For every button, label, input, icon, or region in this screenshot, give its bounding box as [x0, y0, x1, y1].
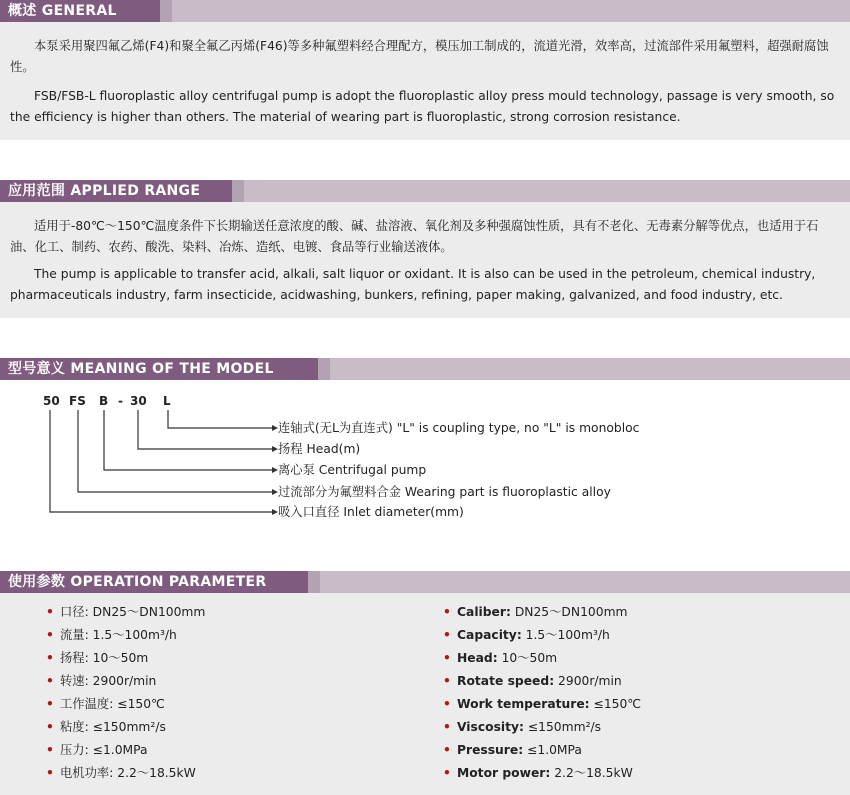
- param-right-item: • Caliber: DN25～DN100mm: [443, 605, 628, 619]
- applied-title: 应用范围 APPLIED RANGE: [0, 180, 232, 202]
- param-left-item: • 电机功率: 2.2～18.5kW: [46, 766, 196, 780]
- model-body: [0, 380, 850, 519]
- model-desc-inlet: 吸入口直径 Inlet diameter(mm): [278, 505, 464, 519]
- param-right-item: • Capacity: 1.5～100m³/h: [443, 628, 610, 642]
- bullet-icon: •: [46, 651, 54, 665]
- applied-header: [0, 180, 850, 202]
- operation-body: [0, 593, 850, 795]
- model-desc-pump: 离心泵 Centrifugal pump: [278, 463, 427, 477]
- header-shade: [160, 0, 172, 22]
- bullet-icon: •: [46, 720, 54, 734]
- bullet-icon: •: [443, 720, 451, 734]
- connector-line: [104, 410, 272, 470]
- general-title: 概述 GENERAL: [0, 0, 160, 22]
- param-left-item: • 流量: 1.5～100m³/h: [46, 628, 177, 642]
- bullet-icon: •: [46, 674, 54, 688]
- param-right-item: • Viscosity: ≤150mm²/s: [443, 720, 602, 734]
- connector-line: [138, 410, 272, 449]
- operation-header: [0, 571, 850, 593]
- param-right-item: • Rotate speed: 2900r/min: [443, 674, 622, 688]
- param-right-item: • Work temperature: ≤150℃: [443, 697, 642, 711]
- connector-line: [50, 410, 272, 512]
- param-left-item: • 工作温度: ≤150℃: [46, 697, 165, 711]
- header-shade: [232, 180, 244, 202]
- general-header: [0, 0, 850, 22]
- applied-body: [0, 202, 850, 318]
- bullet-icon: •: [443, 697, 451, 711]
- model-desc-material: 过流部分为氟塑料合金 Wearing part is fluoroplastic alloy: [278, 485, 611, 499]
- param-left-item: • 粘度: ≤150mm²/s: [46, 720, 166, 734]
- model-code-type: B: [99, 394, 109, 408]
- bullet-icon: •: [443, 651, 451, 665]
- model-code-head: 30: [130, 394, 147, 408]
- param-left-item: • 扬程: 10～50m: [46, 651, 149, 665]
- bullet-icon: •: [443, 605, 451, 619]
- operation-title: 使用参数 OPERATION PARAMETER: [0, 571, 308, 593]
- general-cn-text: 本泵采用聚四氟乙烯(F4)和聚全氟乙丙烯(F46)等多种氟塑料经合理配方，模压加工制成的，流道光滑，效率高，过流部件采用氟塑料，超强耐腐蚀性。: [10, 39, 829, 74]
- bullet-icon: •: [443, 766, 451, 780]
- model-code-coupling: L: [163, 394, 171, 408]
- model-code-size: 50: [43, 394, 60, 408]
- param-left-item: • 口径: DN25～DN100mm: [46, 605, 206, 619]
- model-title: 型号意义 MEANING OF THE MODEL: [0, 358, 318, 380]
- model-code-dash: -: [118, 394, 123, 408]
- bullet-icon: •: [46, 605, 54, 619]
- bullet-icon: •: [443, 674, 451, 688]
- bullet-icon: •: [46, 697, 54, 711]
- header-shade: [308, 571, 320, 593]
- general-body: [0, 22, 850, 140]
- header-shade: [318, 358, 330, 380]
- connector-line: [168, 410, 272, 428]
- param-right-item: • Head: 10～50m: [443, 651, 558, 665]
- param-left-item: • 压力: ≤1.0MPa: [46, 743, 148, 757]
- model-header: [0, 358, 850, 380]
- model-desc-coupling: 连轴式(无L为直连式) "L" is coupling type, no "L" is monobloc: [278, 421, 640, 435]
- param-right-item: • Pressure: ≤1.0MPa: [443, 743, 582, 757]
- model-desc-head: 扬程 Head(m): [278, 442, 361, 456]
- applied-cn-text: 适用于-80℃～150℃温度条件下长期输送任意浓度的酸、碱、盐溶液、氧化剂及多种强腐蚀性质，具有不老化、无毒素分解等优点，也适用于石油、化工、制药、农药、酸洗、染料、冶炼、造纸、电镀、食品等行业输送液体。: [10, 219, 819, 254]
- bullet-icon: •: [443, 628, 451, 642]
- bullet-icon: •: [443, 743, 451, 757]
- connector-line: [78, 410, 272, 492]
- param-right-item: • Motor power: 2.2～18.5kW: [443, 766, 633, 780]
- model-code-material: FS: [69, 394, 86, 408]
- bullet-icon: •: [46, 628, 54, 642]
- general-en-text: FSB/FSB-L fluoroplastic alloy centrifugal pump is adopt the fluoroplastic alloy press mould technology, passage is very smooth, so the efficiency is higher than others. The material of wearing part is fluoroplastic, strong corrosion resistance.: [10, 89, 835, 124]
- bullet-icon: •: [46, 743, 54, 757]
- bullet-icon: •: [46, 766, 54, 780]
- applied-en-text: The pump is applicable to transfer acid, alkali, salt liquor or oxidant. It is also can be used in the petroleum, chemical industry, pharmaceuticals industry, farm insecticide, acidwashing, bunkers, refining, paper making, galvanized, and food industry, etc.: [10, 267, 816, 302]
- param-left-item: • 转速: 2900r/min: [46, 674, 157, 688]
